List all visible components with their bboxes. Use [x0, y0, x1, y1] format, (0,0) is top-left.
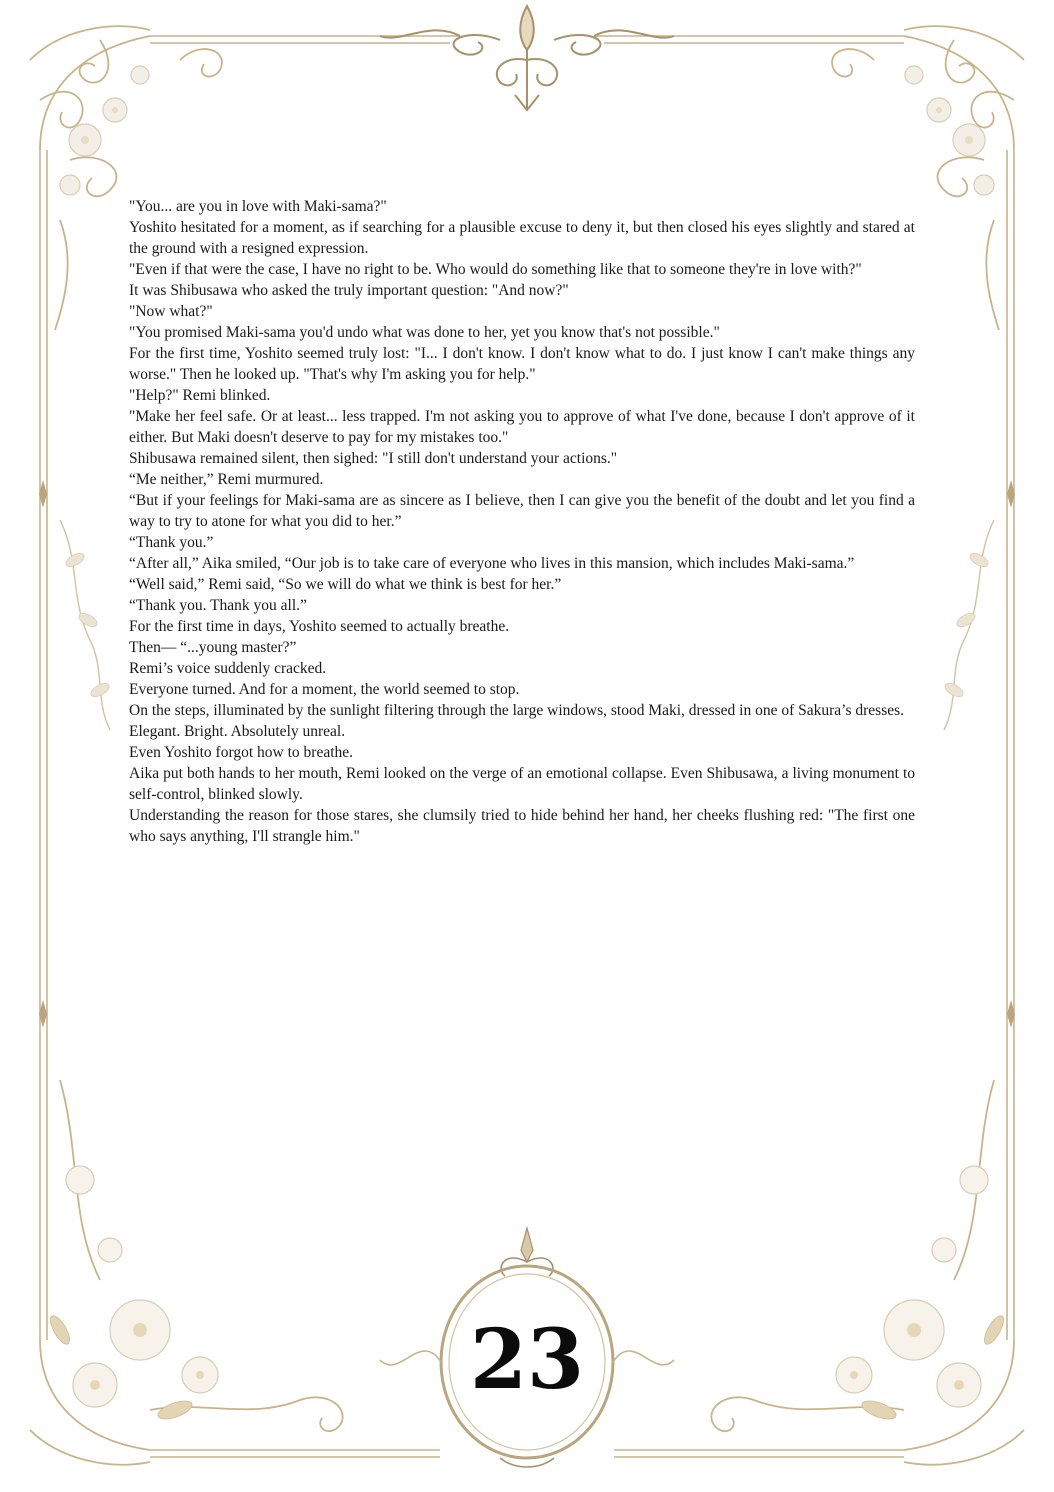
paragraph: “Thank you. Thank you all.”: [129, 597, 307, 614]
paragraph: Remi’s voice suddenly cracked.: [129, 660, 327, 677]
floral-corner-bottom-right-icon: [711, 1080, 1024, 1465]
paragraph: Elegant. Bright. Absolutely unreal.: [129, 723, 346, 740]
paragraph: Everyone turned. And for a moment, the world seemed to stop.: [129, 681, 520, 698]
floral-corner-bottom-left-icon: [30, 1080, 343, 1465]
paragraph: “Me neither,” Remi murmured.: [129, 471, 324, 488]
paragraph: Shibusawa remained silent, then sighed: "I still don't understand your actions.": [129, 450, 618, 467]
paragraph: On the steps, illuminated by the sunlight filtering through the large windows, stood Maki, dressed in one of Sakura’s dresses.: [129, 702, 905, 719]
paragraph: “After all,” Aika smiled, “Our job is to take care of everyone who lives in this mansion, which includes Maki-sama.”: [129, 555, 855, 572]
paragraph: "You promised Maki-sama you'd undo what was done to her, yet you know that's not possible.": [129, 324, 720, 341]
story-text: [129, 196, 915, 847]
paragraph: For the first time, Yoshito seemed truly lost: "I... I don't know. I don't know what to do. I just know I can't make things any worse." Then he looked up. "That's why I'm asking you for help.": [129, 345, 915, 383]
paragraph: Then— “...young master?”: [129, 639, 297, 656]
paragraph: For the first time in days, Yoshito seemed to actually breathe.: [129, 618, 510, 635]
paragraph: “Well said,” Remi said, “So we will do what we think is best for her.”: [129, 576, 562, 593]
paragraph: Even Yoshito forgot how to breathe.: [129, 744, 354, 761]
paragraph: "Now what?": [129, 303, 213, 320]
paragraph: “But if your feelings for Maki-sama are as sincere as I believe, then I can give you the benefit of the doubt and let you find a way to try to atone for what you did to her.”: [129, 492, 915, 530]
page-number: 23: [469, 1312, 585, 1408]
paragraph: Yoshito hesitated for a moment, as if searching for a plausible excuse to deny it, but then closed his eyes slightly and stared at the ground with a resigned expression.: [129, 219, 915, 257]
paragraph: It was Shibusawa who asked the truly important question: "And now?": [129, 282, 569, 299]
paragraph: "Make her feel safe. Or at least... less trapped. I'm not asking you to approve of what I've done, because I don't approve of it either. But Maki doesn't deserve to pay for my mistakes too.": [129, 408, 915, 446]
paragraph: “Thank you.”: [129, 534, 214, 551]
paragraph: "Even if that were the case, I have no right to be. Who would do something like that to someone they're in love with?": [129, 261, 862, 278]
paragraph: "Help?" Remi blinked.: [129, 387, 271, 404]
flourish-top-icon: [380, 6, 674, 110]
paragraph: Aika put both hands to her mouth, Remi looked on the verge of an emotional collapse. Even Shibusawa, a living monument to self-control, blinked slowly.: [129, 765, 915, 803]
paragraph: Understanding the reason for those stares, she clumsily tried to hide behind her hand, her cheeks flushing red: "The first one who says anything, I'll strangle him.": [129, 807, 915, 845]
paragraph: "You... are you in love with Maki-sama?": [129, 198, 387, 215]
